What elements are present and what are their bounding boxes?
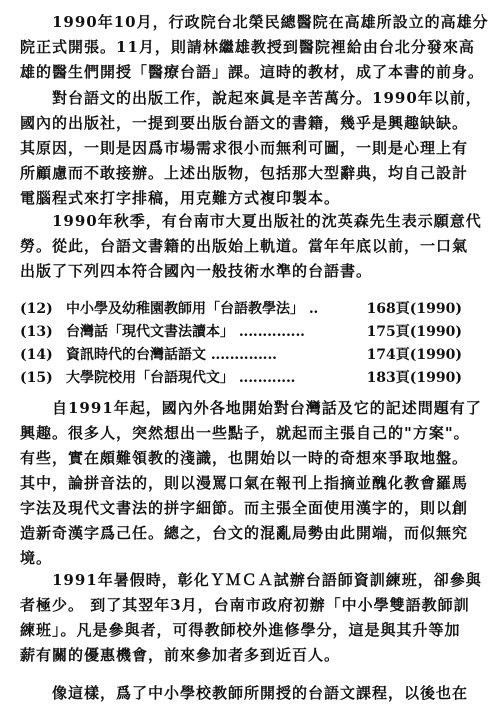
text-line: 像這樣，爲了中小學校教師所開授的台語文課程，以後也在 [20, 684, 469, 702]
text-line: 練班」。凡是參與者，可得教師校外進修學分，這是與其升等加 [20, 621, 461, 639]
text-line: 出版了下列四本符合國內一般技術水準的台語書。 [20, 262, 373, 280]
leader-dots: ‥‥‥‥‥‥ [234, 370, 296, 386]
book-list-item [20, 367, 482, 390]
book-title: 大學院校用「台語現代文」 [66, 370, 234, 386]
paragraph-6 [20, 681, 482, 706]
text-line: 字法及現代文書法的拼字細節。而主張全面使用漢字的，則以創 [20, 499, 469, 517]
text-line: 電腦程式來打字排稿，用克難方式複印製本。 [20, 189, 341, 207]
text-line: 薪有關的優惠機會，前來參加者多到近百人。 [20, 646, 341, 664]
book-pages: 168頁(1990) [366, 301, 462, 317]
paragraph-4 [20, 396, 482, 571]
text-line: 境。 [20, 549, 53, 567]
paragraph-2 [20, 86, 482, 211]
text-line: 所顧慮而不敢接辦。上述出版物，包括那大型辭典，均自己設計 [20, 164, 469, 182]
book-number: (15) [20, 370, 53, 386]
book-list [20, 298, 482, 390]
paragraph-3 [20, 209, 482, 284]
text-line: 其中，論拼音法的，則以漫罵口氣在報刊上指摘並醜化教會羅馬 [20, 474, 469, 492]
text-line: 造新奇漢字爲己任。總之，台文的混亂局勢由此開端，而似無究 [20, 524, 469, 542]
leader-dots: ‥ [304, 301, 319, 317]
book-pages: 175頁(1990) [366, 324, 462, 340]
paragraph-1 [20, 10, 489, 85]
book-list-item [20, 298, 482, 321]
book-number: (14) [20, 347, 53, 363]
book-title: 中小學及幼稚園教師用「台語教學法」 [66, 301, 304, 317]
book-list-item [20, 344, 482, 367]
leader-dots: ‥‥‥‥‥‥‥ [234, 324, 305, 340]
text-line: 1991年暑假時，彰化ＹＭＣＡ試辦台語師資訓練班，卻參與 [20, 571, 482, 589]
text-line: 有些，實在頗難領教的淺識，也開始以一時的奇想來爭取地盤。 [20, 449, 469, 467]
text-line: 者極少。 到了其翌年3月，台南市政府初辦「中小學雙語教師訓 [20, 596, 470, 614]
text-line: 1990年10月，行政院台北榮民總醫院在高雄所設立的高雄分 [20, 13, 489, 31]
book-pages: 183頁(1990) [366, 370, 462, 386]
text-line: 自1991年起，國內外各地開始對台灣話及它的記述問題有了 [20, 399, 482, 417]
paragraph-5 [20, 568, 482, 668]
book-number: (13) [20, 324, 53, 340]
book-number: (12) [20, 301, 53, 317]
text-line: 國內的出版社，一提到要出版台語文的書籍，幾乎是興趣缺缺。 [20, 114, 469, 132]
text-line: 興趣。很多人，突然想出一些點子，就起而主張自己的"方案"。 [20, 424, 470, 442]
book-pages: 174頁(1990) [366, 347, 462, 363]
book-title: 台灣話「現代文書法讀本」 [66, 324, 234, 340]
leader-dots: ‥‥‥‥‥‥‥ [206, 347, 277, 363]
book-list-item [20, 321, 482, 344]
text-line: 勞。從此，台語文書籍的出版始上軌道。當年年底以前，一口氣 [20, 237, 469, 255]
text-line: 雄的醫生們開授「醫療台語」課。這時的教材，成了本書的前身。 [20, 63, 485, 81]
book-title: 資訊時代的台灣話語文 [66, 347, 206, 363]
text-line: 其原因，一則是因爲市場需求很小而無利可圖，一則是心理上有 [20, 139, 469, 157]
text-line: 對台語文的出版工作，說起來眞是辛苦萬分。1990年以前， [20, 89, 482, 107]
text-line: 1990年秋季，有台南市大夏出版社的沈英森先生表示願意代 [20, 212, 482, 230]
text-line: 院正式開張。11月，則請林繼雄教授到醫院裡給由台北分發來高 [20, 38, 475, 56]
